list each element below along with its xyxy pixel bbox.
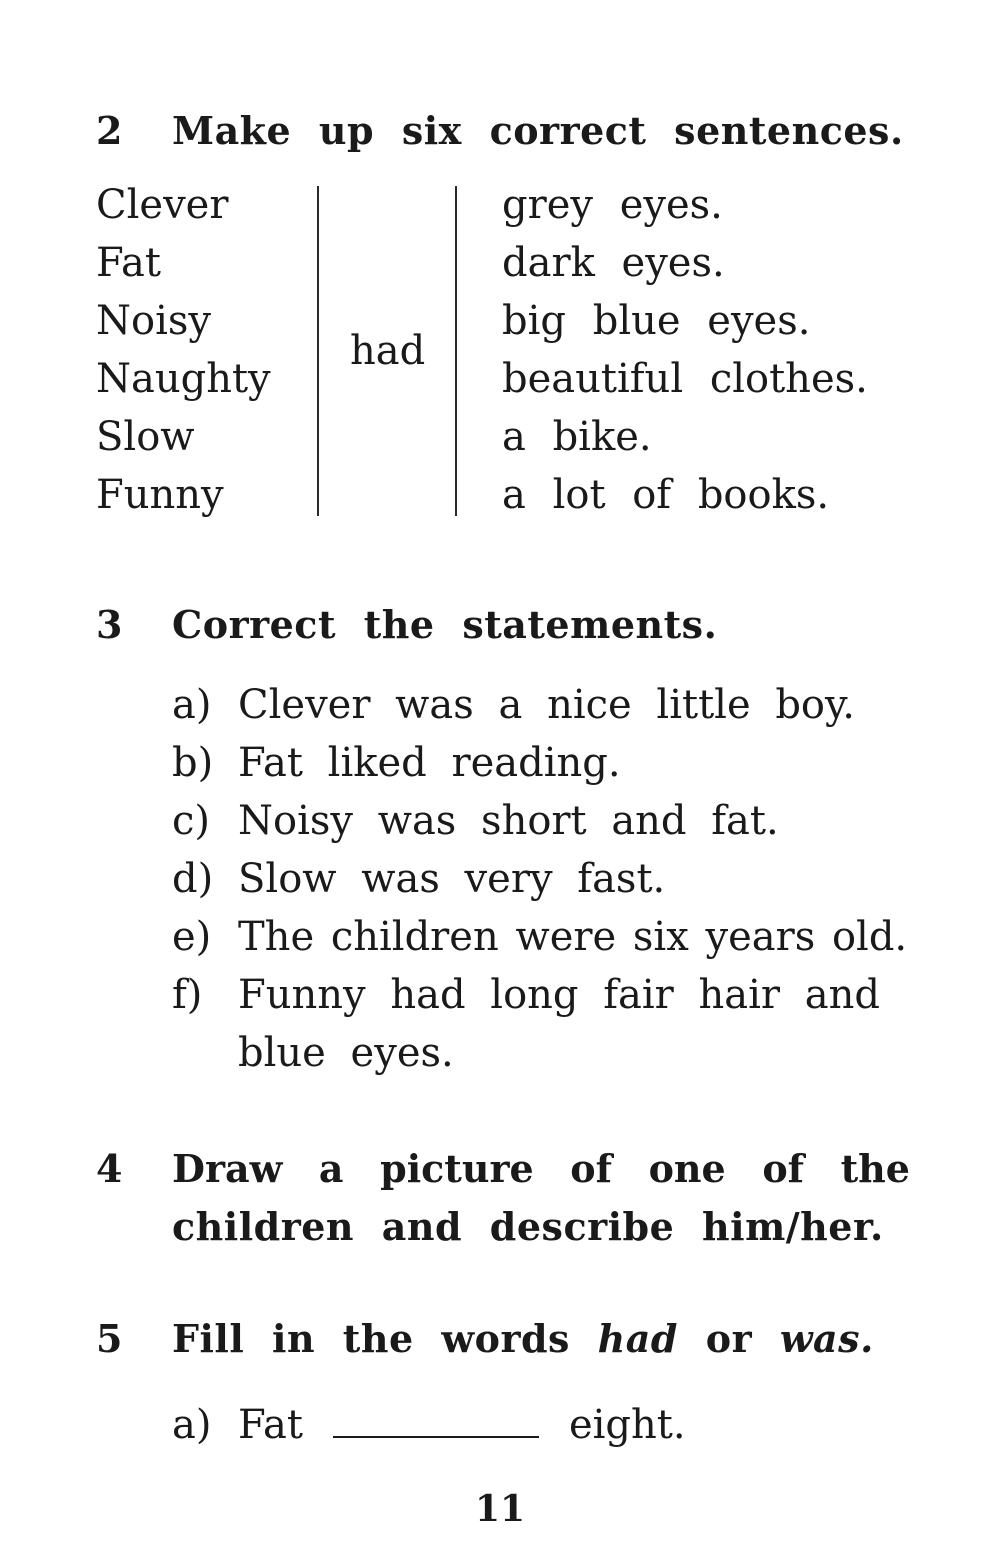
exercise-5-title-or: or bbox=[705, 1316, 753, 1361]
statement-text: Funny had long fair hair and bbox=[238, 972, 880, 1018]
column-divider-left bbox=[317, 186, 319, 516]
column-divider-right bbox=[455, 186, 457, 516]
exercise-5-title bbox=[172, 1316, 874, 1361]
statement-text: The children were six years old. bbox=[238, 914, 908, 960]
subject-item: Fat bbox=[96, 240, 161, 286]
subject-item: Naughty bbox=[96, 356, 271, 402]
fill-item-rest: eight. bbox=[568, 1402, 686, 1448]
object-item: dark eyes. bbox=[502, 240, 725, 286]
statement-text: Slow was very fast. bbox=[238, 856, 666, 902]
subject-item: Slow bbox=[96, 414, 195, 460]
option-word-had: had bbox=[597, 1316, 678, 1361]
exercise-4-instruction-line-2: children and describe him/her. bbox=[172, 1204, 884, 1249]
answer-blank[interactable] bbox=[333, 1402, 539, 1438]
statement-text-continued: blue eyes. bbox=[238, 1030, 454, 1076]
object-item: beautiful clothes. bbox=[502, 356, 868, 402]
exercise-4-instruction-line-1: Draw a picture of one of the bbox=[172, 1146, 910, 1191]
option-word-was: was. bbox=[779, 1316, 874, 1361]
page-number: 11 bbox=[474, 1488, 526, 1530]
object-item: grey eyes. bbox=[502, 182, 723, 228]
subject-item: Funny bbox=[96, 472, 224, 518]
fill-item-subject: Fat bbox=[238, 1402, 303, 1448]
verb-had: had bbox=[350, 328, 426, 374]
exercise-5-number: 5 bbox=[96, 1316, 123, 1361]
statement-label: c) bbox=[172, 798, 211, 844]
fill-item-label: a) bbox=[172, 1402, 212, 1448]
statement-label: e) bbox=[172, 914, 212, 960]
statement-text: Clever was a nice little boy. bbox=[238, 682, 856, 728]
statement-label: a) bbox=[172, 682, 212, 728]
statement-label: b) bbox=[172, 740, 214, 786]
exercise-2-title: Make up six correct sentences. bbox=[172, 108, 904, 153]
statement-text: Fat liked reading. bbox=[238, 740, 621, 786]
object-item: a lot of books. bbox=[502, 472, 830, 518]
exercise-5-title-text: Fill in the words bbox=[172, 1316, 570, 1361]
statement-text: Noisy was short and fat. bbox=[238, 798, 779, 844]
exercise-3-number: 3 bbox=[96, 602, 123, 647]
subject-item: Clever bbox=[96, 182, 229, 228]
object-item: big blue eyes. bbox=[502, 298, 811, 344]
exercise-4-number: 4 bbox=[96, 1146, 123, 1191]
subject-item: Noisy bbox=[96, 298, 211, 344]
fill-item bbox=[238, 1402, 686, 1448]
statement-label: f) bbox=[172, 972, 203, 1018]
exercise-3-title: Correct the statements. bbox=[172, 602, 718, 647]
statement-label: d) bbox=[172, 856, 214, 902]
exercise-2-number: 2 bbox=[96, 108, 123, 153]
object-item: a bike. bbox=[502, 414, 652, 460]
